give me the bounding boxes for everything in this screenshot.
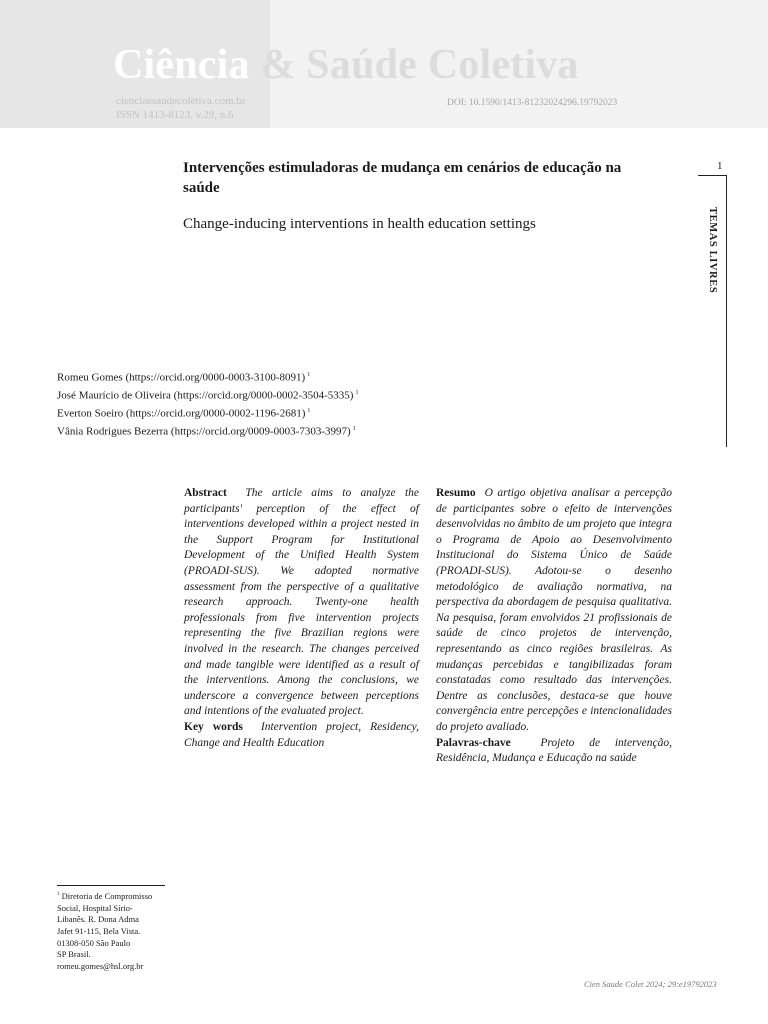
author-entry — [57, 404, 477, 422]
author-affiliation-marker: 1 — [355, 390, 359, 397]
author-entry — [57, 386, 477, 404]
journal-site: cienciaesaudecoletiva.com.br — [116, 95, 246, 107]
section-rule-horizontal — [698, 175, 726, 176]
journal-title-word1: Ciência — [113, 42, 250, 88]
affiliation-line: Libanês. R. Dona Adma — [57, 914, 139, 925]
author-name: Romeu Gomes (https://orcid.org/0000-0003-3100-8091) — [57, 371, 306, 384]
resumo-label: Resumo — [436, 487, 476, 499]
affiliation-line: SP Brasil. — [57, 949, 91, 960]
affiliation-line: 01308-050 São Paulo — [57, 937, 131, 948]
author-entry — [57, 422, 477, 440]
keywords-text: Intervention project, Residency, Change and Health Education — [184, 720, 419, 749]
keywords-portuguese — [436, 736, 672, 767]
section-rule-vertical — [726, 175, 727, 447]
article-title-portuguese: Intervenções estimuladoras de mudança em cenários de educação na saúde — [183, 160, 622, 196]
keywords-english — [184, 720, 419, 751]
author-name: Everton Soeiro (https://orcid.org/0000-0002-1196-2681) — [57, 407, 306, 420]
abstract-english — [184, 486, 419, 751]
section-label: TEMAS LIVRES — [707, 207, 718, 294]
article-doi: DOI: 10.1590/1413-81232024296.19792023 — [447, 98, 618, 108]
article-title-english: Change-inducing interventions in health education settings — [183, 216, 536, 232]
palavras-chave-text: Projeto de intervenção, Residência, Mudança e Educação na saúde — [436, 736, 672, 765]
author-affiliation-marker: 1 — [307, 372, 311, 378]
keywords-label: Key words — [184, 720, 243, 733]
journal-issn: ISSN 1413-8123. v.29, n.6 — [116, 109, 234, 121]
affiliation-marker: 1 — [57, 892, 60, 897]
abstract-text: The article aims to analyze the participants' perception of the effect of interventions developed within a project nested in the Support Program for Institutional Development of the Unified Health System (PROADI-SUS). We adopted normative assessment from the perspective of a qualitative research approach. Twenty-one health professionals from five intervention projects representing the five Brazilian regions were involved in the research. The changes perceived and made tangible were identified as a result of the interventions. Among the conclusions, we underscore a convergence between perceptions and intentions of the evaluated project. — [184, 487, 419, 718]
palavras-chave-label: Palavras-chave — [436, 736, 511, 749]
abstract-english-body — [184, 486, 419, 720]
author-entry — [57, 368, 477, 386]
affiliation-line: $^1$ Diretoria de Compromisso — [57, 890, 153, 901]
affiliation-note — [57, 889, 177, 973]
abstract-portuguese-body — [436, 486, 672, 736]
journal-title — [113, 40, 579, 90]
author-affiliation-marker: 1 — [352, 426, 356, 433]
page-number: 1 — [717, 160, 723, 172]
affiliation-line: Social, Hospital Sírio- — [57, 902, 133, 913]
author-affiliation-marker: 1 — [307, 408, 311, 415]
author-name: José Maurício de Oliveira (https://orcid.org/0000-0002-3504-5335) — [57, 389, 354, 402]
resumo-text: O artigo objetiva analisar a percepção de participantes sobre o efeito de intervenções desenvolvidas no âmbito de um projeto que integra o Programa de Apoio ao Desenvolvimento Institucional do Sistema Único de Saúde (PROADI-SUS). Adotou-se o desenho metodológico de avaliação normativa, na perspectiva da abordagem de pesquisa qualitativa. Na pesquisa, foram envolvidos 21 profissionais de saúde de cinco projetos de intervenção, representando as cinco regiões brasileiras. As mudanças percebidas e tangibilizadas foram constatadas como resultado das intervenções. Dentre as conclusões, destaca-se que houve convergência entre percepções e intencionalidades do projeto avaliado. — [436, 487, 673, 733]
author-name: Vânia Rodrigues Bezerra (https://orcid.org/0009-0003-7303-3997) — [57, 426, 351, 439]
affiliation-rule — [57, 885, 165, 886]
affiliation-line: Jafet 91-115, Bela Vista. — [57, 925, 141, 936]
abstract-label: Abstract — [184, 487, 227, 499]
author-list — [57, 368, 477, 441]
abstract-portuguese — [436, 486, 672, 767]
footer-citation: Cien Saude Colet 2024; 29:e19792023 — [584, 979, 717, 989]
corresponding-email[interactable]: romeu.gomes@hsl.org.br — [57, 961, 144, 972]
journal-title-rest: & Saúde Coletiva — [260, 42, 579, 88]
